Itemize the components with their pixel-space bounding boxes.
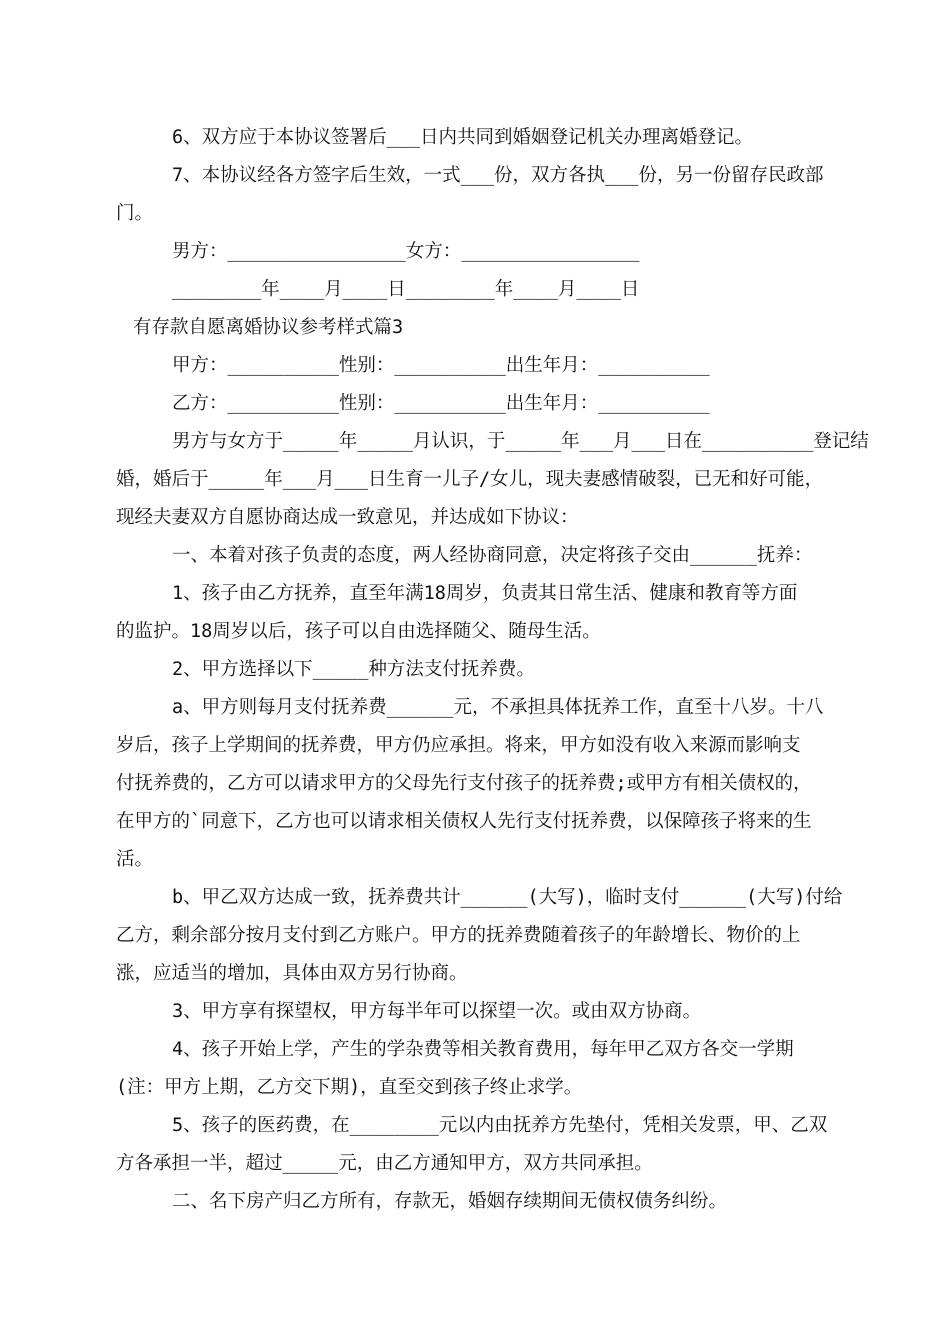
item-4-line-2: (注：甲方上期，乙方交下期)，直至交到孩子终止求学。 — [116, 1077, 583, 1098]
article-2-line: 二、名下房产归乙方所有，存款无，婚姻存续期间无债权债务纠纷。 — [172, 1191, 728, 1212]
article-1-line: 一、本着对孩子负责的态度，两人经协商同意，决定将孩子交由______抚养： — [172, 545, 813, 566]
signature-line: 男方：________________女方：________________ — [172, 241, 640, 262]
item-b-line-3: 涨，应适当的增加，具体由双方另行协商。 — [116, 963, 468, 984]
item-a-line-4: 在甲方的`同意下，乙方也可以请求相关债权人先行支付抚养费，以保障孩子将来的生 — [116, 811, 812, 832]
clause-6-line: 6、双方应于本协议签署后___日内共同到婚姻登记机关办理离婚登记。 — [172, 127, 754, 148]
clause-7-line-2: 门。 — [116, 203, 154, 224]
intro-line-1: 男方与女方于_____年_____月认识，于_____年___月___日在__________登记结 — [172, 431, 869, 452]
item-1-line-2: 的监护。18周岁以后，孩子可以自由选择随父、随母生活。 — [116, 621, 601, 642]
intro-line-2: 婚，婚后于_____年___月___日生育一儿子/女儿，现夫妻感情破裂，已无和好可能， — [116, 469, 824, 490]
item-3-line: 3、甲方享有探望权，甲方每半年可以探望一次。或由双方协商。 — [172, 1001, 702, 1022]
item-a-line-5: 活。 — [116, 849, 154, 870]
item-5-line-2: 方各承担一半，超过_____元，由乙方通知甲方，双方共同承担。 — [116, 1153, 653, 1174]
intro-line-3: 现经夫妻双方自愿协商达成一致意见，并达成如下协议： — [116, 507, 579, 528]
item-a-line-2: 岁后，孩子上学期间的抚养费，甲方仍应承担。将来，甲方如没有收入来源而影响支 — [116, 735, 801, 756]
item-b-line-1: b、甲乙双方达成一致，抚养费共计______(大写)，临时支付______(大写)付给 — [172, 887, 843, 908]
item-a-line-3: 付抚养费的，乙方可以请求甲方的父母先行支付孩子的抚养费;或甲方有相关债权的， — [116, 773, 812, 794]
item-5-line-1: 5、孩子的医药费，在________元以内由抚养方先垫付，凭相关发票，甲、乙双 — [172, 1115, 828, 1136]
date-line: ________年____月____日________年____月____日 — [172, 279, 640, 300]
item-2-line: 2、甲方选择以下_____种方法支付抚养费。 — [172, 659, 535, 680]
item-4-line-1: 4、孩子开始上学，产生的学杂费等相关教育费用，每年甲乙双方各交一学期 — [172, 1039, 794, 1060]
party-a-line: 甲方：__________性别：__________出生年月：__________ — [172, 355, 710, 376]
item-a-line-1: a、甲方则每月支付抚养费______元，不承担具体抚养工作，直至十八岁。十八 — [172, 697, 824, 718]
clause-7-line-1: 7、本协议经各方签字后生效，一式___份，双方各执___份，另一份留存民政部 — [172, 165, 824, 186]
item-b-line-2: 乙方，剩余部分按月支付到乙方账户。甲方的抚养费随着孩子的年龄增长、物价的上 — [116, 925, 801, 946]
section-title: 有存款自愿离婚协议参考样式篇3 — [133, 317, 404, 338]
party-b-line: 乙方：__________性别：__________出生年月：__________ — [172, 393, 710, 414]
item-1-line-1: 1、孩子由乙方抚养，直至年满18周岁，负责其日常生活、健康和教育等方面 — [172, 583, 798, 604]
